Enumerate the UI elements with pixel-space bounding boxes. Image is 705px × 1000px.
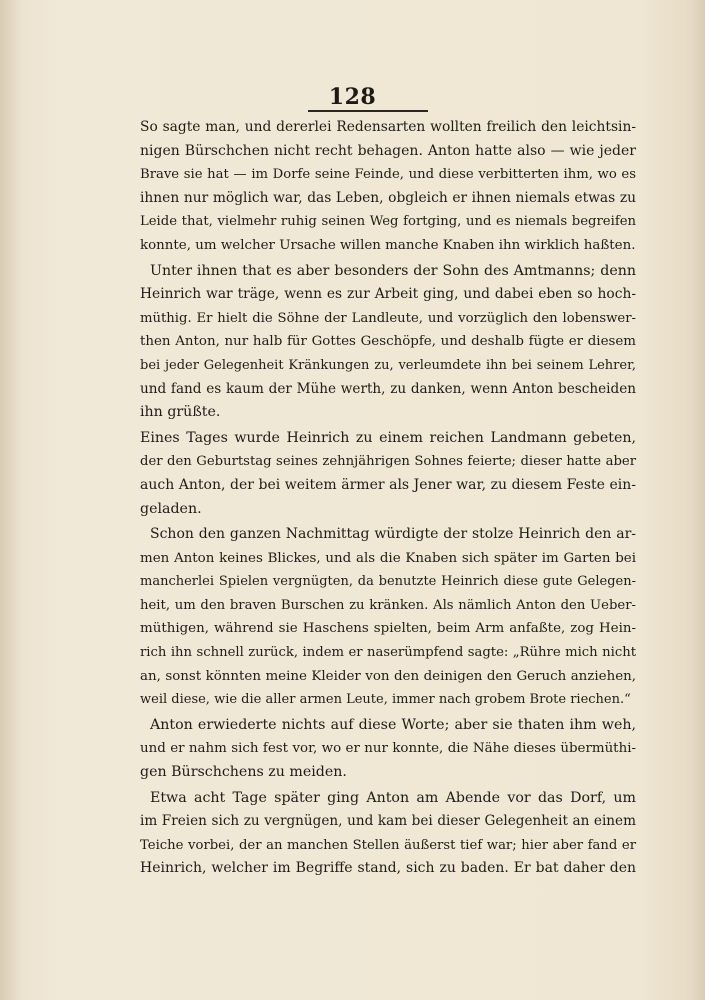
text-line: konnte, um welcher Ursache willen manche Knaben ihn wirklich haßten. (140, 237, 636, 253)
text-line: Anton erwiederte nichts auf diese Worte; aber sie thaten ihm weh, (150, 716, 636, 733)
text-line: Eines Tages wurde Heinrich zu einem reichen Landmann gebeten, (140, 429, 636, 446)
text-line: Schon den ganzen Nachmittag würdigte der stolze Heinrich den ar- (150, 526, 636, 543)
page-number: 128 (328, 84, 377, 110)
text-line: Etwa acht Tage später ging Anton am Abende vor das Dorf, um (150, 789, 636, 806)
paragraph-4 (140, 523, 636, 712)
text-line: So sagte man, und dererlei Redensarten wollten freilich den leichtsin- (140, 119, 636, 135)
paragraph-5 (140, 714, 636, 785)
text-line: gen Bürschchens zu meiden. (140, 764, 347, 781)
text-line: auch Anton, der bei weitem ärmer als Jener war, zu diesem Feste ein- (140, 476, 636, 493)
paragraph-2 (140, 260, 636, 425)
text-line: der den Geburtstag seines zehnjährigen Sohnes feierte; dieser hatte aber (140, 454, 636, 470)
text-line: Teiche vorbei, der an manchen Stellen äußerst tief war; hier aber fand er (140, 837, 636, 853)
paragraph-3 (140, 427, 636, 521)
text-line: und er nahm sich fest vor, wo er nur konnte, die Nähe dieses übermüthi- (140, 741, 636, 757)
text-line: heit, um den braven Burschen zu kränken. Als nämlich Anton den Ueber- (140, 597, 636, 613)
paragraph-6 (140, 787, 636, 881)
text-line: men Anton keines Blickes, und als die Knaben sich später im Garten bei (140, 550, 636, 566)
text-line: rich ihn schnell zurück, indem er naserümpfend sagte: „Rühre mich nicht (140, 645, 636, 661)
text-line: then Anton, nur halb für Gottes Geschöpfe, und deshalb fügte er diesem (140, 334, 636, 350)
text-line: ihnen nur möglich war, das Leben, obgleich er ihnen niemals etwas zu (140, 189, 636, 206)
text-line: weil diese, wie die aller armen Leute, immer nach grobem Brote riechen.“ (140, 692, 631, 708)
text-line: bei jeder Gelegenheit Kränkungen zu, verleumdete ihn bei seinem Lehrer, (140, 357, 636, 373)
text-line: Unter ihnen that es aber besonders der Sohn des Amtmanns; denn (150, 262, 636, 279)
text-line: Heinrich war träge, wenn es zur Arbeit ging, und dabei eben so hoch- (140, 286, 636, 303)
text-line: an, sonst könnten meine Kleider von den deinigen den Geruch anziehen, (140, 668, 636, 684)
text-line: im Freien sich zu vergnügen, und kam bei dieser Gelegenheit an einem (140, 813, 636, 830)
text-line: nigen Bürschchen nicht recht behagen. Anton hatte also — wie jeder (140, 142, 636, 159)
text-line: geladen. (140, 500, 202, 517)
body-text (140, 116, 636, 881)
text-line: Brave sie hat — im Dorfe seine Feinde, und diese verbitterten ihm, wo es (140, 167, 636, 183)
header-rule (308, 110, 428, 112)
text-line: mancherlei Spielen vergnügten, da benutzte Heinrich diese gute Gelegen- (140, 574, 636, 590)
text-line: ihn grüßte. (140, 404, 221, 421)
text-line: müthig. Er hielt die Söhne der Landleute, und vorzüglich den lobenswer- (140, 310, 636, 326)
text-line: Leide that, vielmehr ruhig seinen Weg fortging, und es niemals begreifen (140, 214, 636, 230)
text-line: Heinrich, welcher im Begriffe stand, sich zu baden. Er bat daher den (140, 860, 636, 877)
paragraph-1 (140, 116, 636, 258)
text-line: und fand es kaum der Mühe werth, zu danken, wenn Anton bescheiden (140, 380, 636, 397)
text-line: müthigen, während sie Haschens spielten, beim Arm anfaßte, zog Hein- (140, 621, 636, 637)
